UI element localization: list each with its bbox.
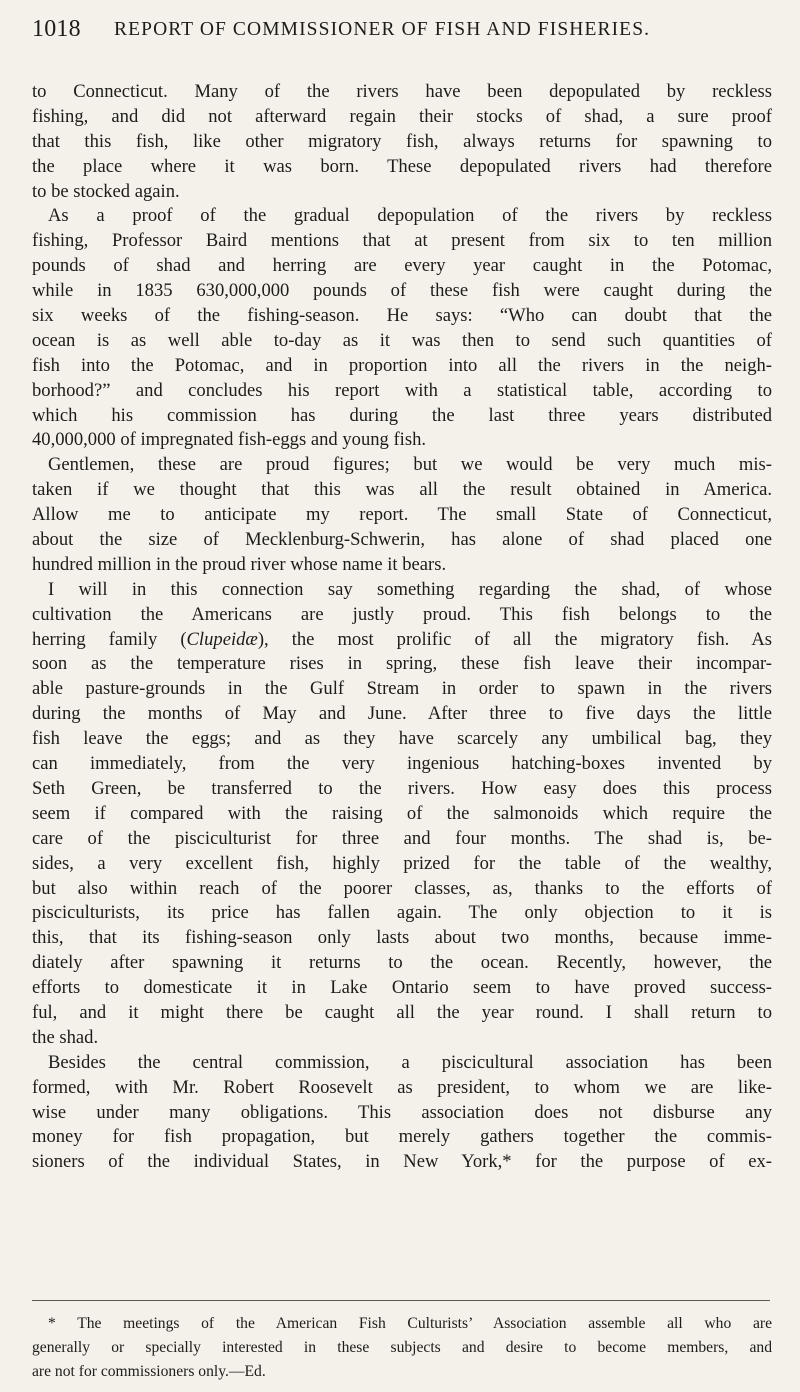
- text-line: fish leave the eggs; and as they have scarcely any umbilical bag, they: [32, 728, 772, 750]
- text-line: Gentlemen, these are proud figures; but we would be very much mis-: [48, 454, 772, 476]
- scientific-name: Clupeidæ: [186, 628, 258, 650]
- text-line: [32, 628, 772, 653]
- text-line: soon as the temperature rises in spring, these fish leave their incompar-: [32, 653, 772, 675]
- text-line: seem if compared with the raising of the salmonoids which require the: [32, 802, 772, 824]
- text-line: fish into the Potomac, and in proportion into all the rivers in the neigh-: [32, 354, 772, 376]
- text-line: the shad.: [32, 1026, 99, 1048]
- text-line: while in 1835 630,000,000 pounds of these fish were caught during the: [32, 280, 772, 302]
- text-line: efforts to domesticate it in Lake Ontario seem to have proved success-: [32, 977, 772, 999]
- text-line: formed, with Mr. Robert Roosevelt as president, to whom we are like-: [32, 1076, 772, 1098]
- footnote-line: generally or specially interested in these subjects and desire to become members, and: [32, 1339, 772, 1356]
- text-line: but also within reach of the poorer classes, as, thanks to the efforts of: [32, 877, 772, 899]
- text-line: pounds of shad and herring are every year caught in the Potomac,: [32, 255, 772, 277]
- text-line: about the size of Mecklenburg-Schwerin, has alone of shad placed one: [32, 529, 772, 551]
- text-line: to be stocked again.: [32, 180, 180, 202]
- text-line: borhood?” and concludes his report with a statistical table, according to: [32, 379, 772, 401]
- text-line: sioners of the individual States, in New York,* for the purpose of ex-: [32, 1151, 772, 1173]
- text-line: hundred million in the proud river whose name it bears.: [32, 553, 447, 575]
- text-line: to Connecticut. Many of the rivers have been depopulated by reckless: [32, 81, 772, 102]
- text-line: As a proof of the gradual depopulation of the rivers by reckless: [48, 205, 772, 227]
- text-line: Allow me to anticipate my report. The small State of Connecticut,: [32, 504, 772, 526]
- text-line: six weeks of the fishing-season. He says: “Who can doubt that the: [32, 305, 772, 327]
- text-line: I will in this connection say something regarding the shad, of whose: [48, 578, 772, 600]
- text-line: that this fish, like other migratory fish, always returns for spawning to: [32, 130, 772, 152]
- footnote-line: are not for commissioners only.—Ed.: [32, 1363, 266, 1380]
- text-line: care of the pisciculturist for three and four months. The shad is, be-: [32, 827, 772, 849]
- text-line: fishing, and did not afterward regain their stocks of shad, a sure proof: [32, 105, 772, 127]
- text-fragment: herring family (: [32, 628, 187, 650]
- text-line: sides, a very excellent fish, highly prized for the table of the wealthy,: [32, 852, 772, 874]
- text-line: this, that its fishing-season only lasts about two months, because imme-: [32, 927, 772, 949]
- text-line: wise under many obligations. This association does not disburse any: [32, 1101, 772, 1123]
- footnote: [32, 1312, 772, 1384]
- text-line: can immediately, from the very ingenious hatching-boxes invented by: [32, 753, 772, 775]
- text-line: ful, and it might there be caught all the year round. I shall return to: [32, 1001, 772, 1023]
- text-line: money for fish propagation, but merely gathers together the commis-: [32, 1126, 772, 1148]
- page-header: [32, 12, 772, 52]
- body-text: [32, 80, 772, 1175]
- text-line: during the months of May and June. After three to five days the little: [32, 703, 772, 725]
- text-line: cultivation the Americans are justly proud. This fish belongs to the: [32, 603, 772, 625]
- text-line: Besides the central commission, a piscicultural association has been: [48, 1051, 772, 1073]
- text-line: able pasture-grounds in the Gulf Stream in order to spawn in the rivers: [32, 678, 772, 700]
- text-line: Seth Green, be transferred to the rivers. How easy does this process: [32, 777, 772, 799]
- text-line: fishing, Professor Baird mentions that at present from six to ten million: [32, 230, 772, 252]
- text-line: which his commission has during the last three years distributed: [32, 404, 772, 426]
- page-number: 1018: [32, 16, 81, 42]
- text-line: 40,000,000 of impregnated fish-eggs and young fish.: [32, 429, 427, 451]
- text-line: pisciculturists, its price has fallen again. The only objection to it is: [32, 902, 772, 924]
- text-line: taken if we thought that this was all the result obtained in America.: [32, 479, 772, 501]
- text-line: diately after spawning it returns to the ocean. Recently, however, the: [32, 952, 772, 974]
- footnote-line: * The meetings of the American Fish Culturists’ Association assemble all who are: [48, 1315, 772, 1332]
- running-head: REPORT OF COMMISSIONER OF FISH AND FISHERIES.: [114, 19, 651, 40]
- text-line: the place where it was born. These depopulated rivers had therefore: [32, 155, 772, 177]
- footnote-rule: [32, 1300, 770, 1301]
- text-fragment: ), the most prolific of all the migratory fish. As: [257, 628, 772, 650]
- text-line: ocean is as well able to-day as it was then to send such quantities of: [32, 329, 772, 351]
